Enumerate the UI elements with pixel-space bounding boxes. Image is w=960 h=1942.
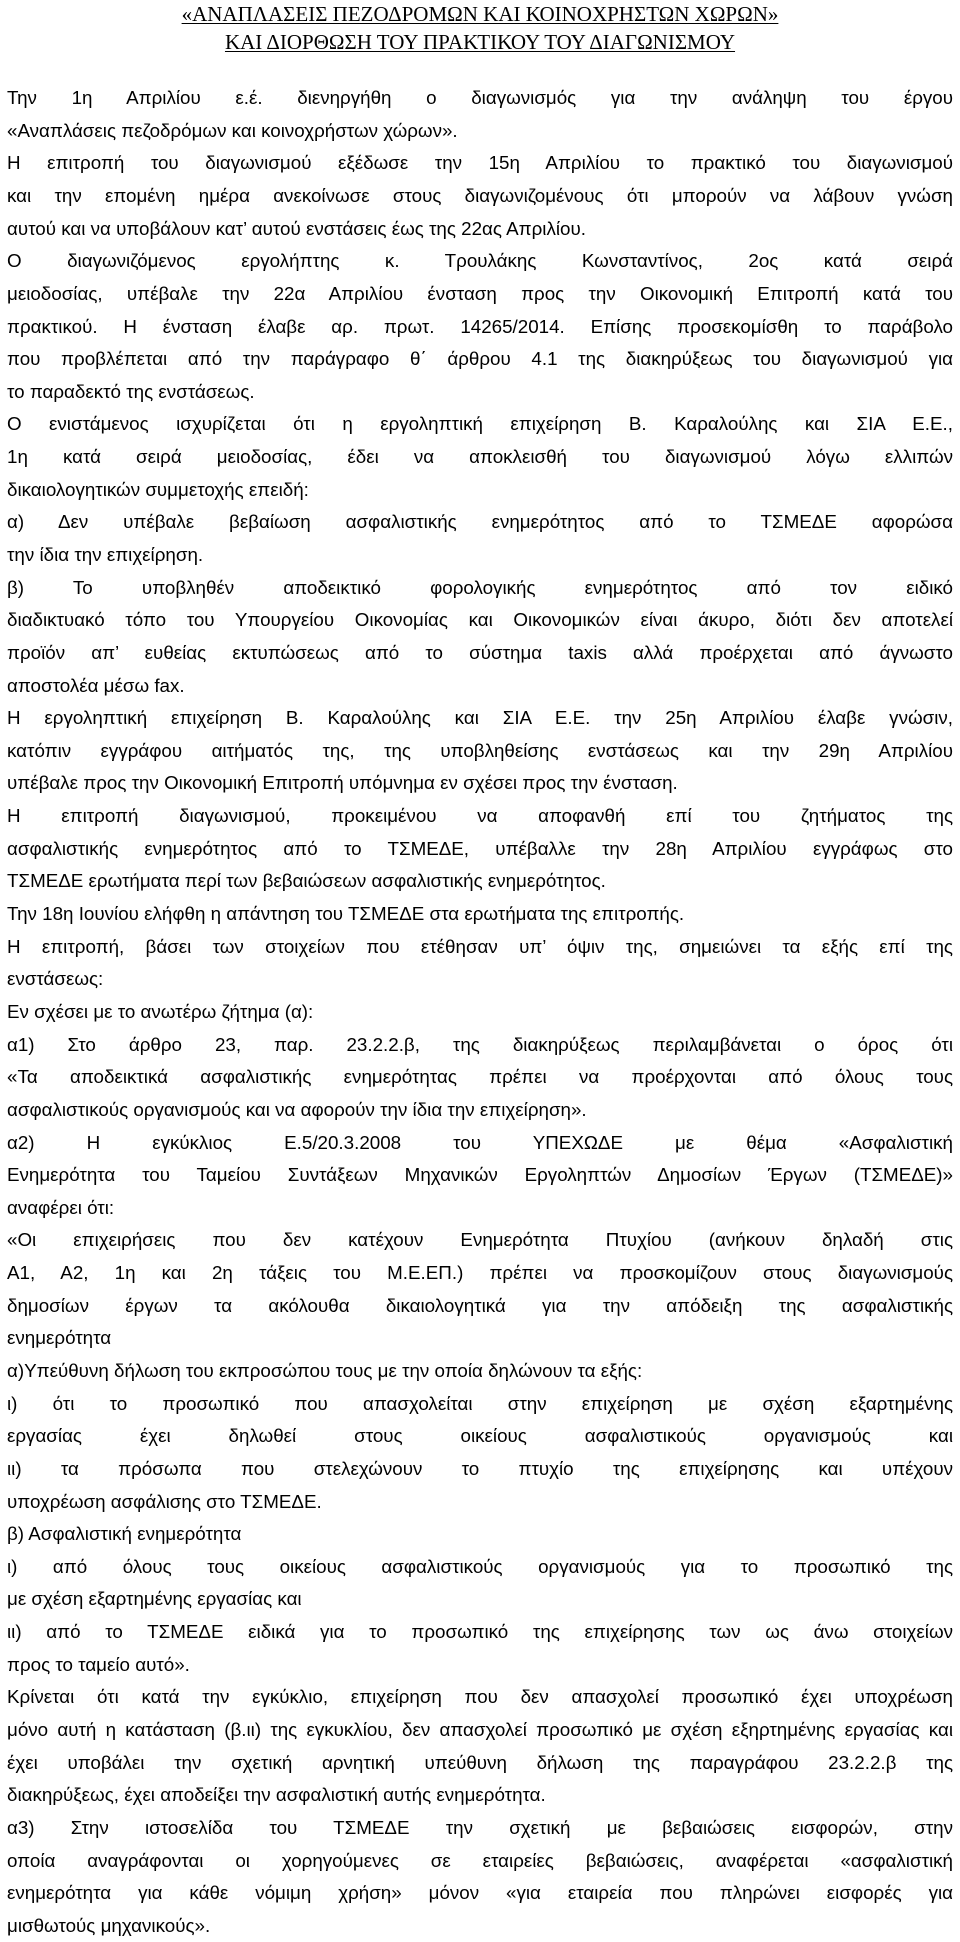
text-line: ι) από όλους τους οικείους ασφαλιστικούς οργανισμούς για το προσωπικό της	[7, 1555, 953, 1577]
text-line: διαδικτυακό τόπο του Υπουργείου Οικονομίας και Οικονομικών είναι άκυρο, διότι δεν αποτελεί	[7, 609, 953, 631]
text-line: Ενημερότητα του Ταμείου Συντάξεων Μηχανικών Εργοληπτών Δημοσίων Έργων (ΤΣΜΕΔΕ)»	[7, 1164, 953, 1186]
text-line: οποία αναγράφονται οι χορηγούμενες σε εταιρείες βεβαιώσεις, αναφέρεται «ασφαλιστική	[7, 1849, 953, 1871]
text-line: Α1, Α2, 1η και 2η τάξεις του Μ.Ε.ΕΠ.) πρέπει να προσκομίζουν στους διαγωνισμούς	[7, 1262, 953, 1283]
text-line: ασφαλιστικούς οργανισμούς και να αφορούν την ίδια την επιχείρηση».	[7, 1098, 587, 1120]
text-line: ενστάσεως:	[7, 968, 104, 990]
text-line: Εν σχέσει με το ανωτέρω ζήτημα (α):	[7, 1000, 314, 1022]
text-line: «Τα αποδεικτικά ασφαλιστικής ενημερότητας πρέπει να προέρχονται από όλους τους	[7, 1066, 953, 1088]
text-line: ενημερότητα για κάθε νόμιμη χρήση» μόνον «για εταιρεία που πληρώνει εισφορές για	[7, 1882, 953, 1904]
document-title-line-1: «ΑΝΑΠΛΑΣΕΙΣ ΠΕΖΟΔΡΟΜΩΝ ΚΑΙ ΚΟΙΝΟΧΡΗΣΤΩΝ ΧΩΡΩΝ»	[181, 2, 779, 26]
text-line: Ο ενιστάμενος ισχυρίζεται ότι η εργοληπτική επιχείρηση Β. Καραλούλης και ΣΙΑ Ε.Ε.,	[7, 413, 953, 435]
text-line: δημοσίων έργων τα ακόλουθα δικαιολογητικά για την απόδειξη της ασφαλιστικής	[7, 1294, 953, 1316]
text-line: δικαιολογητικών συμμετοχής επειδή:	[7, 478, 309, 500]
text-line: Ο διαγωνιζόμενος εργολήπτης κ. Τρουλάκης Κωνσταντίνος, 2ος κατά σειρά	[7, 250, 953, 272]
text-line: υπέβαλε προς την Οικονομική Επιτροπή υπόμνημα εν σχέσει προς την ένσταση.	[7, 772, 678, 794]
text-line: υποχρέωση ασφάλισης στο ΤΣΜΕΔΕ.	[7, 1490, 322, 1512]
text-line: προϊόν απ’ ευθείας εκτυπώσεως από το σύστημα taxis αλλά προέρχεται από άγνωστο	[7, 641, 953, 663]
text-line: Την 18η Ιουνίου ελήφθη η απάντηση του ΤΣΜΕΔΕ στα ερωτήματα της επιτροπής.	[7, 903, 685, 924]
text-line: ενημερότητα	[7, 1327, 112, 1349]
text-line: πρακτικού. Η ένσταση έλαβε αρ. πρωτ. 14265/2014. Επίσης προσεκομίσθη το παράβολο	[7, 315, 953, 337]
text-line: ασφαλιστικής ενημερότητος από το ΤΣΜΕΔΕ, υπέβαλλε την 28η Απριλίου εγγράφως στο	[7, 837, 953, 859]
text-line: κατόπιν εγγράφου αιτήματός της, της υποβληθείσης ενστάσεως και την 29η Απριλίου	[7, 739, 953, 761]
text-line: μειοδοσίας, υπέβαλε την 22α Απριλίου ένσταση προς την Οικονομική Επιτροπή κατά του	[7, 282, 953, 304]
text-line: β) Ασφαλιστική ενημερότητα	[7, 1523, 242, 1545]
text-line: και την επομένη ημέρα ανεκοίνωσε στους διαγωνιζομένους ότι μπορούν να λάβουν γνώση	[7, 184, 953, 206]
text-line: «Αναπλάσεις πεζοδρόμων και κοινοχρήστων χώρων».	[7, 119, 458, 141]
text-line: με σχέση εξαρτημένης εργασίας και	[7, 1588, 302, 1610]
text-line: ΤΣΜΕΔΕ ερωτήματα περί των βεβαιώσεων ασφαλιστικής ενημερότητος.	[7, 870, 606, 892]
text-line: μισθωτούς μηχανικούς».	[7, 1914, 211, 1936]
text-line: το παραδεκτό της ενστάσεως.	[7, 380, 255, 402]
text-line: αυτού και να υποβάλουν κατ’ αυτού ενστάσεις έως της 22ας Απριλίου.	[7, 217, 586, 239]
text-line: α) Δεν υπέβαλε βεβαίωση ασφαλιστικής ενημερότητος από το ΤΣΜΕΔΕ αφορώσα	[7, 511, 953, 533]
text-line: Την 1η Απριλίου ε.έ. διενηργήθη ο διαγωνισμός για την ανάληψη του έργου	[7, 87, 953, 108]
text-line: ιι) τα πρόσωπα που στελεχώνουν το πτυχίο της επιχείρησης και υπέχουν	[7, 1457, 953, 1479]
text-line: ι) ότι το προσωπικό που απασχολείται στην επιχείρηση με σχέση εξαρτημένης	[7, 1392, 953, 1414]
text-line: α2) Η εγκύκλιος Ε.5/20.3.2008 του ΥΠΕΧΩΔΕ με θέμα «Ασφαλιστική	[7, 1131, 953, 1153]
text-line: αποστολέα μέσω fax.	[7, 674, 185, 696]
document-title-line-2: ΚΑΙ ΔΙΟΡΘΩΣΗ ΤΟΥ ΠΡΑΚΤΙΚΟΥ ΤΟΥ ΔΙΑΓΩΝΙΣΜΟΥ	[224, 30, 736, 54]
text-line: Η επιτροπή, βάσει των στοιχείων που ετέθησαν υπ’ όψιν της, σημειώνει τα εξής επί της	[7, 935, 953, 957]
text-line: διακηρύξεως, έχει αποδείξει την ασφαλιστική αυτής ενημερότητα.	[7, 1784, 546, 1806]
text-line: «Οι επιχειρήσεις που δεν κατέχουν Ενημερότητα Πτυχίου (ανήκουν δηλαδή στις	[7, 1229, 953, 1251]
text-line: εργασίας έχει δηλωθεί στους οικείους ασφαλιστικούς οργανισμούς και	[7, 1425, 953, 1447]
text-line: προς το ταμείο αυτό».	[7, 1653, 190, 1675]
text-line: μόνο αυτή η κατάσταση (β.ιι) της εγκυκλίου, δεν απασχολεί προσωπικό με σχέση εξηρτημένης εργασίας και	[7, 1719, 953, 1740]
text-line: αναφέρει ότι:	[7, 1196, 115, 1218]
text-line: α1) Στο άρθρο 23, παρ. 23.2.2.β, της διακηρύξεως περιλαμβάνεται ο όρος ότι	[7, 1033, 953, 1055]
text-line: α3) Στην ιστοσελίδα του ΤΣΜΕΔΕ την σχετική με βεβαιώσεις εισφορών, στην	[7, 1816, 953, 1838]
text-line: Η επιτροπή διαγωνισμού, προκειμένου να αποφανθή επί του ζητήματος της	[7, 805, 953, 827]
text-line: που προβλέπεται από την παράγραφο θ΄ άρθρου 4.1 της διακηρύξεως του διαγωνισμού για	[7, 348, 953, 370]
text-line: Η εργοληπτική επιχείρηση Β. Καραλούλης και ΣΙΑ Ε.Ε. την 25η Απριλίου έλαβε γνώσιν,	[7, 707, 953, 729]
text-line: Κρίνεται ότι κατά την εγκύκλιο, επιχείρηση που δεν απασχολεί προσωπικό έχει υποχρέωση	[7, 1686, 953, 1708]
text-line: α)Υπεύθυνη δήλωση του εκπροσώπου τους με την οποία δηλώνουν τα εξής:	[7, 1360, 643, 1381]
text-line: ιι) από το ΤΣΜΕΔΕ ειδικά για το προσωπικό της επιχείρησης των ως άνω στοιχείων	[7, 1621, 953, 1643]
text-line: Η επιτροπή του διαγωνισμού εξέδωσε την 15η Απριλίου το πρακτικό του διαγωνισμού	[7, 152, 953, 174]
text-line: έχει υποβάλει την σχετική αρνητική υπεύθυνη δήλωση της παραγράφου 23.2.2.β της	[7, 1751, 953, 1773]
text-line: β) Το υποβληθέν αποδεικτικό φορολογικής ενημερότητος από τον ειδικό	[7, 576, 953, 598]
text-line: την ίδια την επιχείρηση.	[7, 544, 204, 565]
text-line: 1η κατά σειρά μειοδοσίας, έδει να αποκλεισθή του διαγωνισμού λόγω ελλιπών	[7, 446, 953, 467]
